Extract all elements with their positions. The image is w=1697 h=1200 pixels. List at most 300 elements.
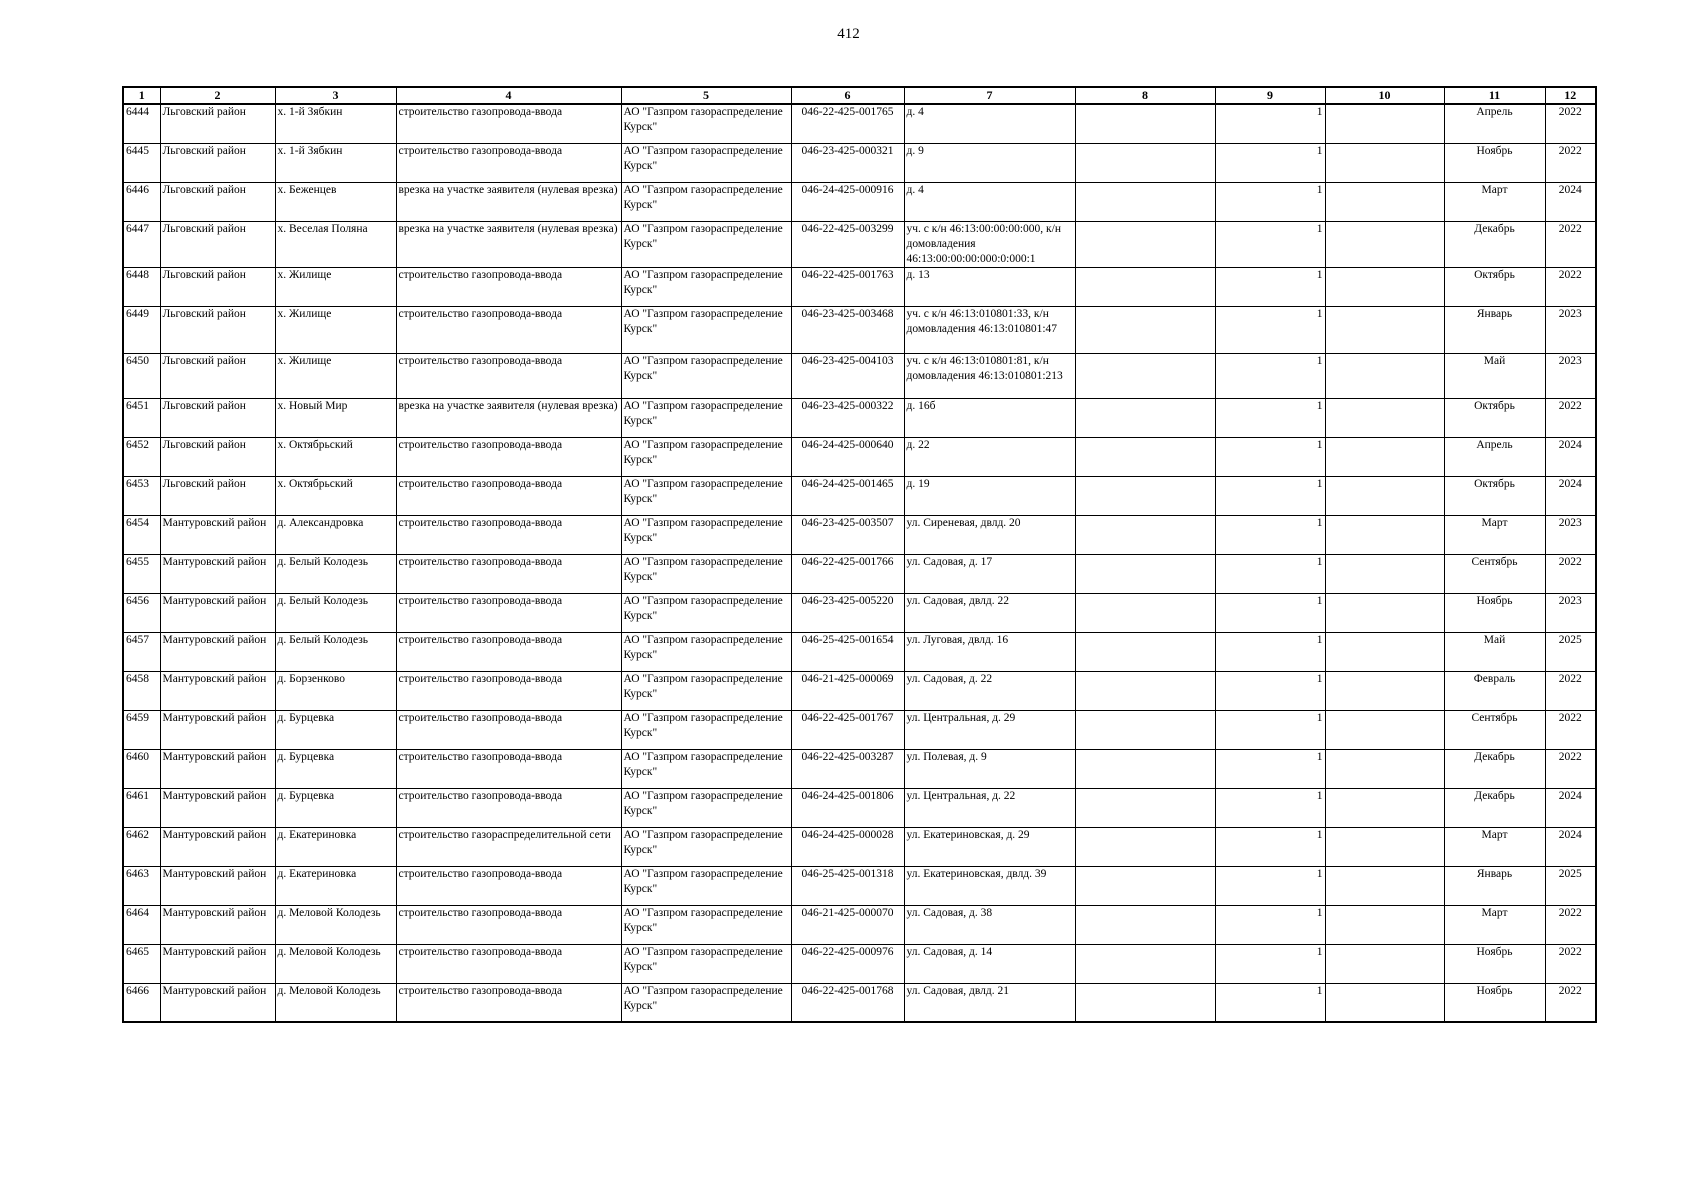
- settlement-cell: х. 1-й Зябкин: [275, 143, 396, 182]
- work-type-cell: строительство газопровода-ввода: [396, 944, 621, 983]
- column-header: 5: [621, 87, 791, 104]
- work-type-cell: строительство газопровода-ввода: [396, 905, 621, 944]
- year-cell: 2024: [1545, 182, 1596, 221]
- quantity-cell: 1: [1215, 267, 1325, 306]
- column-10-cell: [1325, 710, 1444, 749]
- address-cell: д. 16б: [904, 398, 1075, 437]
- application-id-cell: 046-23-425-003468: [791, 306, 904, 353]
- district-cell: Льговский район: [160, 267, 275, 306]
- quantity-cell: 1: [1215, 437, 1325, 476]
- column-10-cell: [1325, 944, 1444, 983]
- organization-cell: АО "Газпром газораспределение Курск": [621, 515, 791, 554]
- organization-cell: АО "Газпром газораспределение Курск": [621, 866, 791, 905]
- settlement-cell: х. Октябрьский: [275, 437, 396, 476]
- row-number: 6455: [123, 554, 160, 593]
- settlement-cell: д. Борзенково: [275, 671, 396, 710]
- application-id-cell: 046-22-425-001765: [791, 104, 904, 143]
- month-cell: Март: [1444, 182, 1545, 221]
- table-row: [123, 221, 1596, 267]
- column-header: 7: [904, 87, 1075, 104]
- month-cell: Январь: [1444, 866, 1545, 905]
- year-cell: 2022: [1545, 749, 1596, 788]
- month-cell: Апрель: [1444, 104, 1545, 143]
- quantity-cell: 1: [1215, 827, 1325, 866]
- column-8-cell: [1075, 905, 1215, 944]
- column-10-cell: [1325, 104, 1444, 143]
- quantity-cell: 1: [1215, 554, 1325, 593]
- row-number: 6465: [123, 944, 160, 983]
- column-header: 4: [396, 87, 621, 104]
- work-type-cell: строительство газопровода-ввода: [396, 515, 621, 554]
- organization-cell: АО "Газпром газораспределение Курск": [621, 905, 791, 944]
- address-cell: ул. Центральная, д. 29: [904, 710, 1075, 749]
- row-number: 6466: [123, 983, 160, 1022]
- table-row: [123, 632, 1596, 671]
- column-8-cell: [1075, 221, 1215, 267]
- quantity-cell: 1: [1215, 515, 1325, 554]
- organization-cell: АО "Газпром газораспределение Курск": [621, 398, 791, 437]
- table-row: [123, 398, 1596, 437]
- table-row: [123, 104, 1596, 143]
- district-cell: Мантуровский район: [160, 593, 275, 632]
- year-cell: 2022: [1545, 267, 1596, 306]
- column-header: 8: [1075, 87, 1215, 104]
- settlement-cell: д. Александровка: [275, 515, 396, 554]
- district-cell: Льговский район: [160, 104, 275, 143]
- quantity-cell: 1: [1215, 983, 1325, 1022]
- district-cell: Мантуровский район: [160, 515, 275, 554]
- settlement-cell: д. Меловой Колодезь: [275, 905, 396, 944]
- row-number: 6450: [123, 353, 160, 398]
- column-8-cell: [1075, 749, 1215, 788]
- work-type-cell: строительство газопровода-ввода: [396, 104, 621, 143]
- row-number: 6449: [123, 306, 160, 353]
- month-cell: Март: [1444, 905, 1545, 944]
- settlement-cell: д. Белый Колодезь: [275, 554, 396, 593]
- organization-cell: АО "Газпром газораспределение Курск": [621, 632, 791, 671]
- organization-cell: АО "Газпром газораспределение Курск": [621, 593, 791, 632]
- column-8-cell: [1075, 143, 1215, 182]
- work-type-cell: строительство газопровода-ввода: [396, 437, 621, 476]
- column-10-cell: [1325, 983, 1444, 1022]
- address-cell: д. 4: [904, 182, 1075, 221]
- column-8-cell: [1075, 866, 1215, 905]
- application-id-cell: 046-24-425-000028: [791, 827, 904, 866]
- table-row: [123, 671, 1596, 710]
- quantity-cell: 1: [1215, 306, 1325, 353]
- column-10-cell: [1325, 306, 1444, 353]
- district-cell: Мантуровский район: [160, 944, 275, 983]
- address-cell: д. 19: [904, 476, 1075, 515]
- application-id-cell: 046-21-425-000069: [791, 671, 904, 710]
- settlement-cell: х. Жилище: [275, 267, 396, 306]
- row-number: 6456: [123, 593, 160, 632]
- table-row: [123, 476, 1596, 515]
- organization-cell: АО "Газпром газораспределение Курск": [621, 944, 791, 983]
- row-number: 6464: [123, 905, 160, 944]
- column-10-cell: [1325, 671, 1444, 710]
- header-row: [123, 87, 1596, 104]
- table-body: [123, 104, 1596, 1022]
- organization-cell: АО "Газпром газораспределение Курск": [621, 827, 791, 866]
- column-8-cell: [1075, 398, 1215, 437]
- work-type-cell: строительство газопровода-ввода: [396, 267, 621, 306]
- quantity-cell: 1: [1215, 398, 1325, 437]
- column-10-cell: [1325, 632, 1444, 671]
- settlement-cell: д. Бурцевка: [275, 749, 396, 788]
- application-id-cell: 046-25-425-001654: [791, 632, 904, 671]
- month-cell: Май: [1444, 353, 1545, 398]
- organization-cell: АО "Газпром газораспределение Курск": [621, 788, 791, 827]
- row-number: 6459: [123, 710, 160, 749]
- row-number: 6461: [123, 788, 160, 827]
- row-number: 6452: [123, 437, 160, 476]
- organization-cell: АО "Газпром газораспределение Курск": [621, 353, 791, 398]
- row-number: 6453: [123, 476, 160, 515]
- column-10-cell: [1325, 749, 1444, 788]
- column-8-cell: [1075, 710, 1215, 749]
- table-row: [123, 866, 1596, 905]
- month-cell: Май: [1444, 632, 1545, 671]
- column-10-cell: [1325, 905, 1444, 944]
- work-type-cell: строительство газопровода-ввода: [396, 749, 621, 788]
- year-cell: 2022: [1545, 143, 1596, 182]
- column-header: 9: [1215, 87, 1325, 104]
- settlement-cell: д. Екатериновка: [275, 827, 396, 866]
- month-cell: Ноябрь: [1444, 983, 1545, 1022]
- district-cell: Льговский район: [160, 353, 275, 398]
- application-id-cell: 046-22-425-001767: [791, 710, 904, 749]
- month-cell: Апрель: [1444, 437, 1545, 476]
- column-8-cell: [1075, 476, 1215, 515]
- application-id-cell: 046-22-425-001763: [791, 267, 904, 306]
- district-cell: Мантуровский район: [160, 632, 275, 671]
- column-header: 12: [1545, 87, 1596, 104]
- column-10-cell: [1325, 398, 1444, 437]
- year-cell: 2024: [1545, 788, 1596, 827]
- year-cell: 2023: [1545, 515, 1596, 554]
- column-8-cell: [1075, 788, 1215, 827]
- quantity-cell: 1: [1215, 353, 1325, 398]
- district-cell: Льговский район: [160, 437, 275, 476]
- application-id-cell: 046-24-425-000916: [791, 182, 904, 221]
- year-cell: 2024: [1545, 476, 1596, 515]
- column-8-cell: [1075, 554, 1215, 593]
- column-header: 1: [123, 87, 160, 104]
- column-8-cell: [1075, 983, 1215, 1022]
- month-cell: Сентябрь: [1444, 710, 1545, 749]
- application-id-cell: 046-22-425-001766: [791, 554, 904, 593]
- settlement-cell: х. Новый Мир: [275, 398, 396, 437]
- column-10-cell: [1325, 182, 1444, 221]
- table-row: [123, 944, 1596, 983]
- district-cell: Льговский район: [160, 143, 275, 182]
- table-row: [123, 749, 1596, 788]
- year-cell: 2022: [1545, 554, 1596, 593]
- table-row: [123, 267, 1596, 306]
- month-cell: Январь: [1444, 306, 1545, 353]
- column-8-cell: [1075, 353, 1215, 398]
- address-cell: д. 13: [904, 267, 1075, 306]
- month-cell: Ноябрь: [1444, 143, 1545, 182]
- address-cell: ул. Луговая, двлд. 16: [904, 632, 1075, 671]
- quantity-cell: 1: [1215, 944, 1325, 983]
- year-cell: 2024: [1545, 437, 1596, 476]
- column-8-cell: [1075, 671, 1215, 710]
- address-cell: уч. с к/н 46:13:010801:81, к/н домовладения 46:13:010801:213: [904, 353, 1075, 398]
- address-cell: ул. Екатериновская, двлд. 39: [904, 866, 1075, 905]
- application-id-cell: 046-22-425-001768: [791, 983, 904, 1022]
- organization-cell: АО "Газпром газораспределение Курск": [621, 267, 791, 306]
- year-cell: 2023: [1545, 593, 1596, 632]
- month-cell: Сентябрь: [1444, 554, 1545, 593]
- district-cell: Льговский район: [160, 182, 275, 221]
- application-id-cell: 046-23-425-003507: [791, 515, 904, 554]
- work-type-cell: строительство газопровода-ввода: [396, 866, 621, 905]
- quantity-cell: 1: [1215, 749, 1325, 788]
- month-cell: Февраль: [1444, 671, 1545, 710]
- column-8-cell: [1075, 437, 1215, 476]
- year-cell: 2025: [1545, 866, 1596, 905]
- district-cell: Льговский район: [160, 398, 275, 437]
- column-8-cell: [1075, 632, 1215, 671]
- quantity-cell: 1: [1215, 710, 1325, 749]
- column-8-cell: [1075, 306, 1215, 353]
- page-number: 412: [837, 26, 860, 42]
- column-header: 3: [275, 87, 396, 104]
- work-type-cell: врезка на участке заявителя (нулевая врезка): [396, 221, 621, 267]
- work-type-cell: врезка на участке заявителя (нулевая врезка): [396, 398, 621, 437]
- work-type-cell: строительство газопровода-ввода: [396, 143, 621, 182]
- column-10-cell: [1325, 515, 1444, 554]
- work-type-cell: строительство газопровода-ввода: [396, 788, 621, 827]
- work-type-cell: строительство газопровода-ввода: [396, 593, 621, 632]
- address-cell: ул. Центральная, д. 22: [904, 788, 1075, 827]
- address-cell: уч. с к/н 46:13:010801:33, к/н домовладения 46:13:010801:47: [904, 306, 1075, 353]
- organization-cell: АО "Газпром газораспределение Курск": [621, 182, 791, 221]
- row-number: 6454: [123, 515, 160, 554]
- year-cell: 2022: [1545, 905, 1596, 944]
- organization-cell: АО "Газпром газораспределение Курск": [621, 104, 791, 143]
- column-10-cell: [1325, 593, 1444, 632]
- column-8-cell: [1075, 515, 1215, 554]
- settlement-cell: д. Бурцевка: [275, 710, 396, 749]
- column-10-cell: [1325, 221, 1444, 267]
- settlement-cell: д. Белый Колодезь: [275, 593, 396, 632]
- settlement-cell: д. Меловой Колодезь: [275, 944, 396, 983]
- application-id-cell: 046-21-425-000070: [791, 905, 904, 944]
- quantity-cell: 1: [1215, 593, 1325, 632]
- month-cell: Декабрь: [1444, 221, 1545, 267]
- row-number: 6457: [123, 632, 160, 671]
- settlement-cell: д. Бурцевка: [275, 788, 396, 827]
- organization-cell: АО "Газпром газораспределение Курск": [621, 143, 791, 182]
- organization-cell: АО "Газпром газораспределение Курск": [621, 671, 791, 710]
- application-id-cell: 046-22-425-003287: [791, 749, 904, 788]
- settlement-cell: х. Веселая Поляна: [275, 221, 396, 267]
- settlement-cell: х. Октябрьский: [275, 476, 396, 515]
- month-cell: Ноябрь: [1444, 944, 1545, 983]
- row-number: 6451: [123, 398, 160, 437]
- work-type-cell: врезка на участке заявителя (нулевая врезка): [396, 182, 621, 221]
- settlement-cell: х. Жилище: [275, 353, 396, 398]
- row-number: 6458: [123, 671, 160, 710]
- table-row: [123, 143, 1596, 182]
- settlement-cell: х. Жилище: [275, 306, 396, 353]
- column-10-cell: [1325, 476, 1444, 515]
- work-type-cell: строительство газопровода-ввода: [396, 306, 621, 353]
- month-cell: Декабрь: [1444, 749, 1545, 788]
- organization-cell: АО "Газпром газораспределение Курск": [621, 437, 791, 476]
- district-cell: Льговский район: [160, 476, 275, 515]
- column-10-cell: [1325, 788, 1444, 827]
- table-row: [123, 437, 1596, 476]
- organization-cell: АО "Газпром газораспределение Курск": [621, 554, 791, 593]
- column-10-cell: [1325, 267, 1444, 306]
- table-row: [123, 983, 1596, 1022]
- month-cell: Октябрь: [1444, 476, 1545, 515]
- address-cell: ул. Садовая, д. 38: [904, 905, 1075, 944]
- district-cell: Мантуровский район: [160, 788, 275, 827]
- row-number: 6446: [123, 182, 160, 221]
- month-cell: Октябрь: [1444, 267, 1545, 306]
- table-row: [123, 710, 1596, 749]
- row-number: 6460: [123, 749, 160, 788]
- column-header: 6: [791, 87, 904, 104]
- month-cell: Ноябрь: [1444, 593, 1545, 632]
- district-cell: Льговский район: [160, 306, 275, 353]
- application-id-cell: 046-25-425-001318: [791, 866, 904, 905]
- address-cell: ул. Садовая, д. 22: [904, 671, 1075, 710]
- year-cell: 2022: [1545, 944, 1596, 983]
- table-row: [123, 788, 1596, 827]
- year-cell: 2023: [1545, 306, 1596, 353]
- column-10-cell: [1325, 353, 1444, 398]
- district-cell: Мантуровский район: [160, 710, 275, 749]
- district-cell: Мантуровский район: [160, 983, 275, 1022]
- table-row: [123, 306, 1596, 353]
- application-id-cell: 046-23-425-004103: [791, 353, 904, 398]
- work-type-cell: строительство газопровода-ввода: [396, 476, 621, 515]
- work-type-cell: строительство газопровода-ввода: [396, 353, 621, 398]
- work-type-cell: строительство газопровода-ввода: [396, 632, 621, 671]
- quantity-cell: 1: [1215, 671, 1325, 710]
- year-cell: 2023: [1545, 353, 1596, 398]
- address-cell: д. 4: [904, 104, 1075, 143]
- address-cell: ул. Садовая, двлд. 21: [904, 983, 1075, 1022]
- gasification-register-table: [122, 86, 1597, 1023]
- work-type-cell: строительство газопровода-ввода: [396, 983, 621, 1022]
- table-row: [123, 905, 1596, 944]
- column-8-cell: [1075, 104, 1215, 143]
- work-type-cell: строительство газопровода-ввода: [396, 671, 621, 710]
- year-cell: 2024: [1545, 827, 1596, 866]
- quantity-cell: 1: [1215, 905, 1325, 944]
- address-cell: д. 9: [904, 143, 1075, 182]
- row-number: 6447: [123, 221, 160, 267]
- work-type-cell: строительство газопровода-ввода: [396, 554, 621, 593]
- quantity-cell: 1: [1215, 221, 1325, 267]
- year-cell: 2022: [1545, 221, 1596, 267]
- year-cell: 2022: [1545, 671, 1596, 710]
- month-cell: Март: [1444, 827, 1545, 866]
- address-cell: уч. с к/н 46:13:00:00:00:000, к/н домовладения 46:13:00:00:00:000:0:000:1: [904, 221, 1075, 267]
- district-cell: Мантуровский район: [160, 554, 275, 593]
- quantity-cell: 1: [1215, 476, 1325, 515]
- quantity-cell: 1: [1215, 632, 1325, 671]
- application-id-cell: 046-22-425-000976: [791, 944, 904, 983]
- column-8-cell: [1075, 182, 1215, 221]
- address-cell: ул. Садовая, двлд. 22: [904, 593, 1075, 632]
- month-cell: Декабрь: [1444, 788, 1545, 827]
- row-number: 6448: [123, 267, 160, 306]
- organization-cell: АО "Газпром газораспределение Курск": [621, 306, 791, 353]
- organization-cell: АО "Газпром газораспределение Курск": [621, 749, 791, 788]
- column-10-cell: [1325, 437, 1444, 476]
- column-8-cell: [1075, 827, 1215, 866]
- row-number: 6463: [123, 866, 160, 905]
- row-number: 6444: [123, 104, 160, 143]
- row-number: 6445: [123, 143, 160, 182]
- month-cell: Март: [1444, 515, 1545, 554]
- column-header: 2: [160, 87, 275, 104]
- address-cell: ул. Екатериновская, д. 29: [904, 827, 1075, 866]
- address-cell: ул. Сиреневая, двлд. 20: [904, 515, 1075, 554]
- row-number: 6462: [123, 827, 160, 866]
- district-cell: Мантуровский район: [160, 905, 275, 944]
- year-cell: 2022: [1545, 710, 1596, 749]
- table-row: [123, 827, 1596, 866]
- address-cell: ул. Садовая, д. 17: [904, 554, 1075, 593]
- month-cell: Октябрь: [1444, 398, 1545, 437]
- settlement-cell: д. Меловой Колодезь: [275, 983, 396, 1022]
- column-8-cell: [1075, 944, 1215, 983]
- year-cell: 2025: [1545, 632, 1596, 671]
- application-id-cell: 046-23-425-000321: [791, 143, 904, 182]
- quantity-cell: 1: [1215, 143, 1325, 182]
- district-cell: Мантуровский район: [160, 749, 275, 788]
- column-10-cell: [1325, 827, 1444, 866]
- application-id-cell: 046-24-425-000640: [791, 437, 904, 476]
- column-header: 11: [1444, 87, 1545, 104]
- address-cell: ул. Садовая, д. 14: [904, 944, 1075, 983]
- table-row: [123, 182, 1596, 221]
- column-header: 10: [1325, 87, 1444, 104]
- year-cell: 2022: [1545, 398, 1596, 437]
- column-10-cell: [1325, 554, 1444, 593]
- application-id-cell: 046-24-425-001465: [791, 476, 904, 515]
- settlement-cell: д. Екатериновка: [275, 866, 396, 905]
- table-row: [123, 353, 1596, 398]
- district-cell: Мантуровский район: [160, 866, 275, 905]
- district-cell: Льговский район: [160, 221, 275, 267]
- organization-cell: АО "Газпром газораспределение Курск": [621, 710, 791, 749]
- quantity-cell: 1: [1215, 866, 1325, 905]
- work-type-cell: строительство газопровода-ввода: [396, 710, 621, 749]
- organization-cell: АО "Газпром газораспределение Курск": [621, 476, 791, 515]
- organization-cell: АО "Газпром газораспределение Курск": [621, 983, 791, 1022]
- table-row: [123, 554, 1596, 593]
- district-cell: Мантуровский район: [160, 827, 275, 866]
- address-cell: ул. Полевая, д. 9: [904, 749, 1075, 788]
- column-8-cell: [1075, 593, 1215, 632]
- column-10-cell: [1325, 866, 1444, 905]
- quantity-cell: 1: [1215, 788, 1325, 827]
- column-10-cell: [1325, 143, 1444, 182]
- table-row: [123, 515, 1596, 554]
- application-id-cell: 046-23-425-000322: [791, 398, 904, 437]
- work-type-cell: строительство газораспределительной сети: [396, 827, 621, 866]
